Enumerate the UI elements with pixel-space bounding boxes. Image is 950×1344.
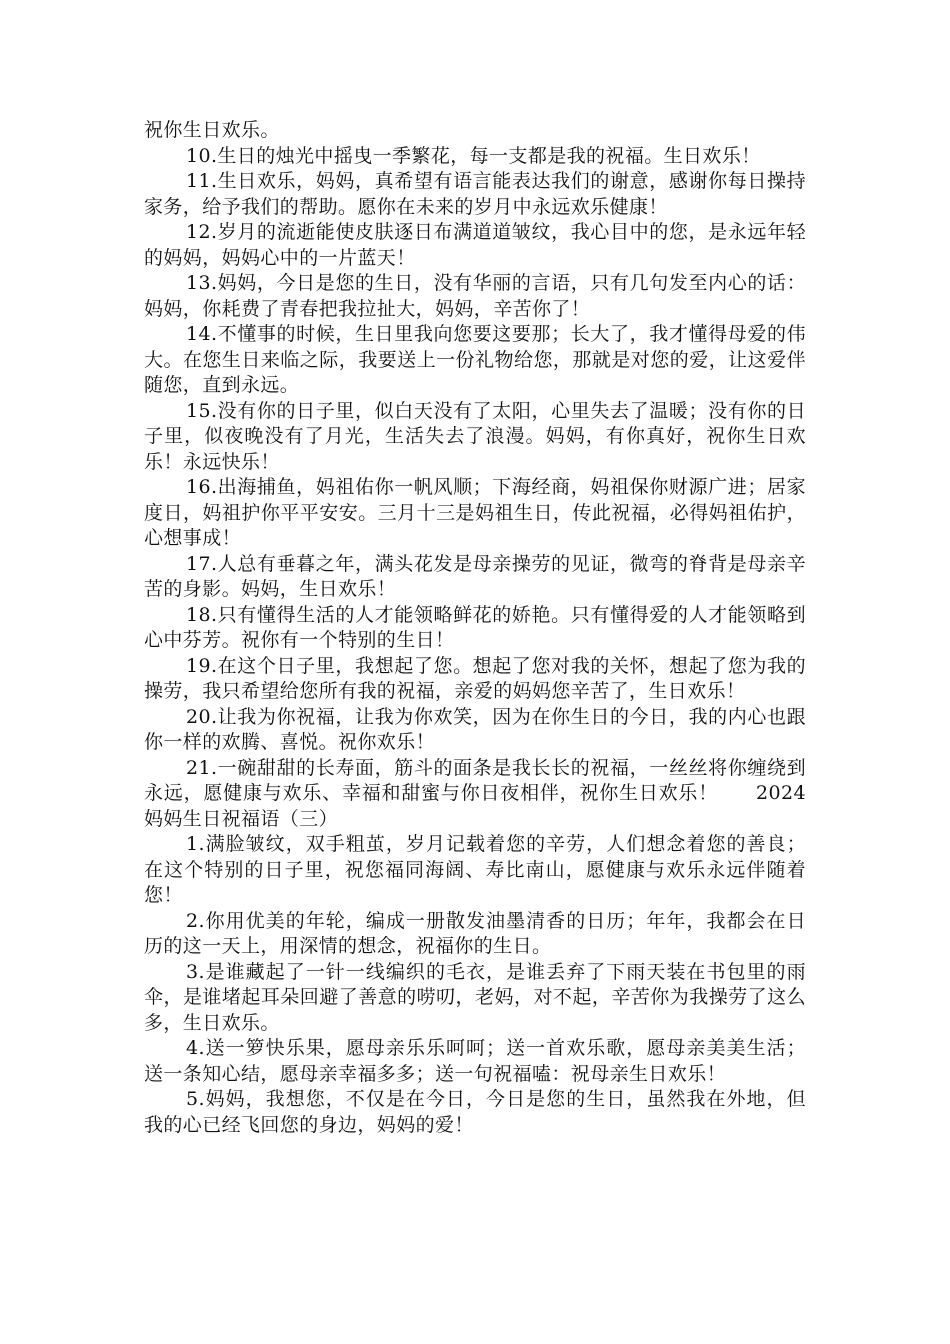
paragraph-10: 10.生日的烛光中摇曳一季繁花，每一支都是我的祝福。生日欢乐！ bbox=[186, 144, 761, 167]
paragraph-18: 18.只有懂得生活的人才能领略鲜花的娇艳。只有懂得爱的人才能领略到心中芬芳。祝你有一个特别的生日！ bbox=[144, 603, 806, 651]
paragraph-3-3: 3.是谁藏起了一针一线编织的毛衣，是谁丢弃了下雨天装在书包里的雨伞，是谁堵起耳朵回避了善意的唠叨，老妈，对不起，辛苦你为我操劳了这么多，生日欢乐。 bbox=[144, 960, 806, 1034]
paragraph-20: 20.让我为你祝福，让我为你欢笑，因为在你生日的今日，我的内心也跟你一样的欢腾、喜悦。祝你欢乐！ bbox=[144, 705, 806, 753]
paragraph-17: 17.人总有垂暮之年，满头花发是母亲操劳的见证，微弯的脊背是母亲辛苦的身影。妈妈，生日欢乐！ bbox=[144, 552, 806, 600]
paragraph-3-2: 2.你用优美的年轮，编成一册散发油墨清香的日历；年年，我都会在日历的这一天上，用深情的想念，祝福你的生日。 bbox=[144, 909, 806, 957]
document-body bbox=[144, 118, 806, 1138]
section-title: 2024妈妈生日祝福语（三） bbox=[144, 782, 806, 830]
paragraph-21 bbox=[144, 756, 806, 833]
paragraph-21-text: 21.一碗甜甜的长寿面，筋斗的面条是我长长的祝福，一丝丝将你缠绕到永远，愿健康与欢乐、幸福和甜蜜与你日夜相伴，祝你生日欢乐！ bbox=[144, 756, 806, 804]
paragraph-19: 19.在这个日子里，我想起了您。想起了您对我的关怀，想起了您为我的操劳，我只希望给您所有我的祝福，亲爱的妈妈您辛苦了，生日欢乐！ bbox=[144, 654, 806, 702]
paragraph-11: 11.生日欢乐，妈妈，真希望有语言能表达我们的谢意，感谢你每日操持家务，给予我们的帮助。愿你在未来的岁月中永远欢乐健康！ bbox=[144, 170, 806, 218]
paragraph-13: 13.妈妈，今日是您的生日，没有华丽的言语，只有几句发至内心的话：妈妈，你耗费了青春把我拉扯大，妈妈，辛苦你了！ bbox=[144, 272, 806, 320]
paragraph-0: 祝你生日欢乐。 bbox=[144, 119, 280, 141]
paragraph-14: 14.不懂事的时候，生日里我向您要这要那；长大了，我才懂得母爱的伟大。在您生日来临之际，我要送上一份礼物给您，那就是对您的爱，让这爱伴随您，直到永远。 bbox=[144, 323, 806, 396]
paragraph-3-5: 5.妈妈，我想您，不仅是在今日，今日是您的生日，虽然我在外地，但我的心已经飞回您的身边，妈妈的爱！ bbox=[144, 1088, 806, 1136]
paragraph-3-4: 4.送一箩快乐果，愿母亲乐乐呵呵；送一首欢乐歌，愿母亲美美生活；送一条知心结，愿母亲幸福多多；送一句祝福嗑：祝母亲生日欢乐！ bbox=[144, 1037, 806, 1085]
paragraph-12: 12.岁月的流逝能使皮肤逐日布满道道皱纹，我心目中的您，是永远年轻的妈妈，妈妈心中的一片蓝天！ bbox=[144, 221, 806, 269]
paragraph-15: 15.没有你的日子里，似白天没有了太阳，心里失去了温暖；没有你的日子里，似夜晚没有了月光，生活失去了浪漫。妈妈，有你真好，祝你生日欢乐！永远快乐！ bbox=[144, 399, 806, 473]
paragraph-3-1: 1.满脸皱纹，双手粗茧，岁月记载着您的辛劳，人们想念着您的善良；在这个特别的日子里，祝您福同海阔、寿比南山，愿健康与欢乐永远伴随着您！ bbox=[144, 833, 806, 906]
paragraph-16: 16.出海捕鱼，妈祖佑你一帆风顺；下海经商，妈祖保你财源广进；居家度日，妈祖护你平平安安。三月十三是妈祖生日，传此祝福，必得妈祖佑护，心想事成！ bbox=[144, 476, 806, 549]
